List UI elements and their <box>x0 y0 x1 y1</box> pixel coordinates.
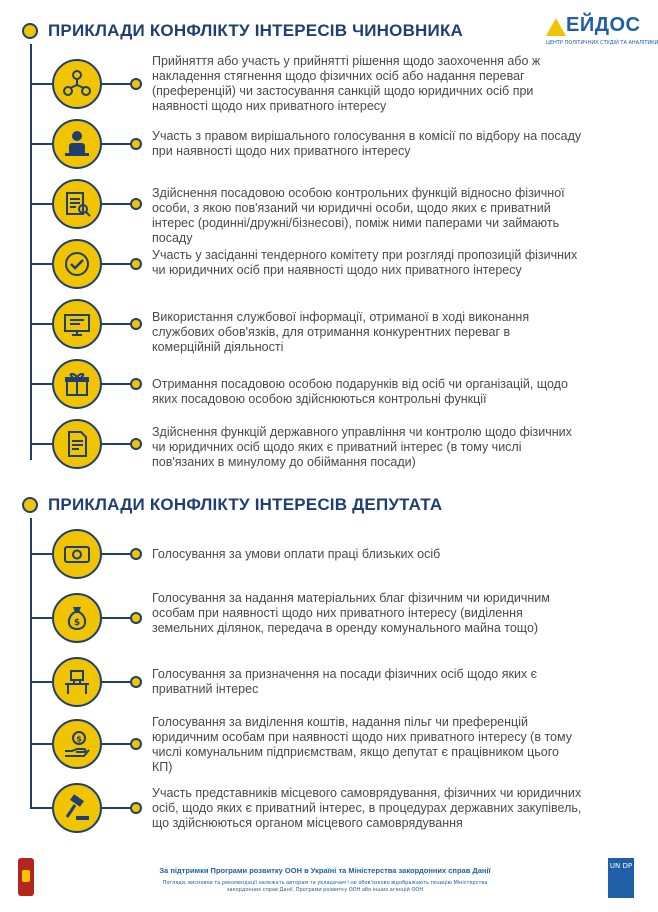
connector-line <box>102 383 132 385</box>
undp-logo-icon: UN DP <box>608 858 634 898</box>
information-icon <box>52 299 102 349</box>
item-bullet-icon <box>130 78 142 90</box>
connector-line <box>102 553 132 555</box>
svg-text:$: $ <box>76 734 82 744</box>
item-text: Здійснення функцій державного управління чи контролю щодо фізичних чи юридичних осіб щодо яких є приватний інтерес (в тому числі пов'язаних в минулому до обіймання посади) <box>152 425 572 469</box>
item-bullet-icon <box>130 318 142 330</box>
branch-line <box>30 323 52 325</box>
officials-section-title: ПРИКЛАДИ КОНФЛІКТУ ІНТЕРЕСІВ ЧИНОВНИКА <box>48 21 464 40</box>
footer-support-text: За підтримки Програми розвитку ООН в Україні та Міністерства закордонних справ Данії <box>159 866 491 875</box>
item-text: Голосування за умови оплати праці близьких осіб <box>152 547 441 561</box>
branch-line <box>30 143 52 145</box>
footer-disclaimer: Погляди, висновки та рекомендації належать авторам та укладачам і не обов'язково відображають позицію Міністерства закордонних справ Данії, Програми розвитку ООН або інших агенцій ООН <box>162 880 488 893</box>
item-text: Голосування за надання матеріальних благ фізичним чи юридичним особам при наявності щодо них приватного інтересу (виділення земельних ділянок, передача в оренду комунального майна тощо) <box>152 591 550 635</box>
connector-line <box>102 263 132 265</box>
item-text: Використання службової інформації, отриманої в ході виконання службових обов'язків, для отримання конкурентних переваг в комерційній діяльності <box>152 310 530 354</box>
eidos-logo <box>546 14 658 50</box>
item-bullet-icon <box>130 548 142 560</box>
money-card-icon <box>52 529 102 579</box>
deputies-section-title: ПРИКЛАДИ КОНФЛІКТУ ІНТЕРЕСІВ ДЕПУТАТА <box>48 495 443 514</box>
item-bullet-icon <box>130 378 142 390</box>
header-bullet-icon <box>22 23 38 39</box>
item-bullet-icon <box>130 258 142 270</box>
gift-icon <box>52 359 102 409</box>
item-text: Голосування за призначення на посади фізичних осіб щодо яких є приватний інтерес <box>152 667 538 696</box>
gavel-icon <box>52 783 102 833</box>
branch-line <box>30 617 52 619</box>
logo-mark-icon <box>546 18 566 36</box>
officials-section-header <box>22 18 463 44</box>
people-network-icon <box>52 59 102 109</box>
connector-line <box>102 807 132 809</box>
branch-line <box>30 553 52 555</box>
item-bullet-icon <box>130 738 142 750</box>
connector-line <box>102 681 132 683</box>
logo-name: ЕЙДОС <box>566 14 641 36</box>
commission-icon <box>52 119 102 169</box>
logo-subtitle: ЦЕНТР ПОЛІТИЧНИХ СТУДІЙ ТА АНАЛІТИКИ <box>546 40 658 46</box>
deputies-tree-line <box>30 518 32 808</box>
tender-icon <box>52 239 102 289</box>
item-text: Отримання посадовою особою подарунків від осіб чи організацій, щодо яких посадовою особою здійснюються контрольні функції <box>152 377 568 406</box>
connector-line <box>102 143 132 145</box>
inspection-icon <box>52 179 102 229</box>
officials-tree-line <box>30 44 32 460</box>
item-bullet-icon <box>130 198 142 210</box>
footer <box>0 848 650 912</box>
connector-line <box>102 617 132 619</box>
item-bullet-icon <box>130 676 142 688</box>
item-text: Участь з правом вирішального голосування в комісії по відбору на посаду при наявності щодо них приватного інтересу <box>152 129 582 158</box>
office-desk-icon <box>52 657 102 707</box>
item-bullet-icon <box>130 802 142 814</box>
header-bullet-icon <box>22 497 38 513</box>
item-text: Участь представників місцевого самоврядування, фізичних чи юридичних осіб, щодо яких є приватний інтерес, в процедурах державних закупівель, що здійснюються органом місцевого самоврядування <box>152 786 582 830</box>
item-text: Прийняття або участь у прийнятті рішення щодо заохочення або ж накладення стягнення щодо фізичних осіб або надання переваг (преференцій) чи застосування санкцій щодо юридичних осіб при наявності щодо них приватного інтересу <box>152 54 541 113</box>
deputies-section-header <box>22 492 442 518</box>
connector-line <box>102 443 132 445</box>
branch-line <box>30 443 52 445</box>
branch-line <box>30 681 52 683</box>
money-bag-icon <box>52 593 102 643</box>
connector-line <box>102 203 132 205</box>
branch-line <box>30 743 52 745</box>
ministry-emblem-icon <box>18 858 34 896</box>
item-text: Здійснення посадовою особою контрольних функцій відносно фізичної особи, з якою пов'язаний чи юридичні особи, щодо яких є приватний інтерес (родинні/дружні/бізнесові), поміж ними паперами чи займають посаду <box>152 186 565 245</box>
item-bullet-icon <box>130 438 142 450</box>
connector-line <box>102 743 132 745</box>
svg-text:$: $ <box>73 618 81 628</box>
document-icon <box>52 419 102 469</box>
item-text: Голосування за виділення коштів, надання пільг чи преференцій юридичним особам при наявності щодо них приватного інтересу (в тому числі комунальним підприємствам, якщо депутат є працівником цього КП) <box>152 715 572 774</box>
item-bullet-icon <box>130 612 142 624</box>
item-bullet-icon <box>130 138 142 150</box>
connector-line <box>102 323 132 325</box>
branch-line <box>30 83 52 85</box>
connector-line <box>102 83 132 85</box>
branch-line <box>30 807 52 809</box>
branch-line <box>30 383 52 385</box>
hand-coin-icon <box>52 719 102 769</box>
branch-line <box>30 203 52 205</box>
branch-line <box>30 263 52 265</box>
item-text: Участь у засіданні тендерного комітету при розгляді пропозицій фізичних чи юридичних осіб при наявності щодо них приватного інтересу <box>152 248 578 277</box>
